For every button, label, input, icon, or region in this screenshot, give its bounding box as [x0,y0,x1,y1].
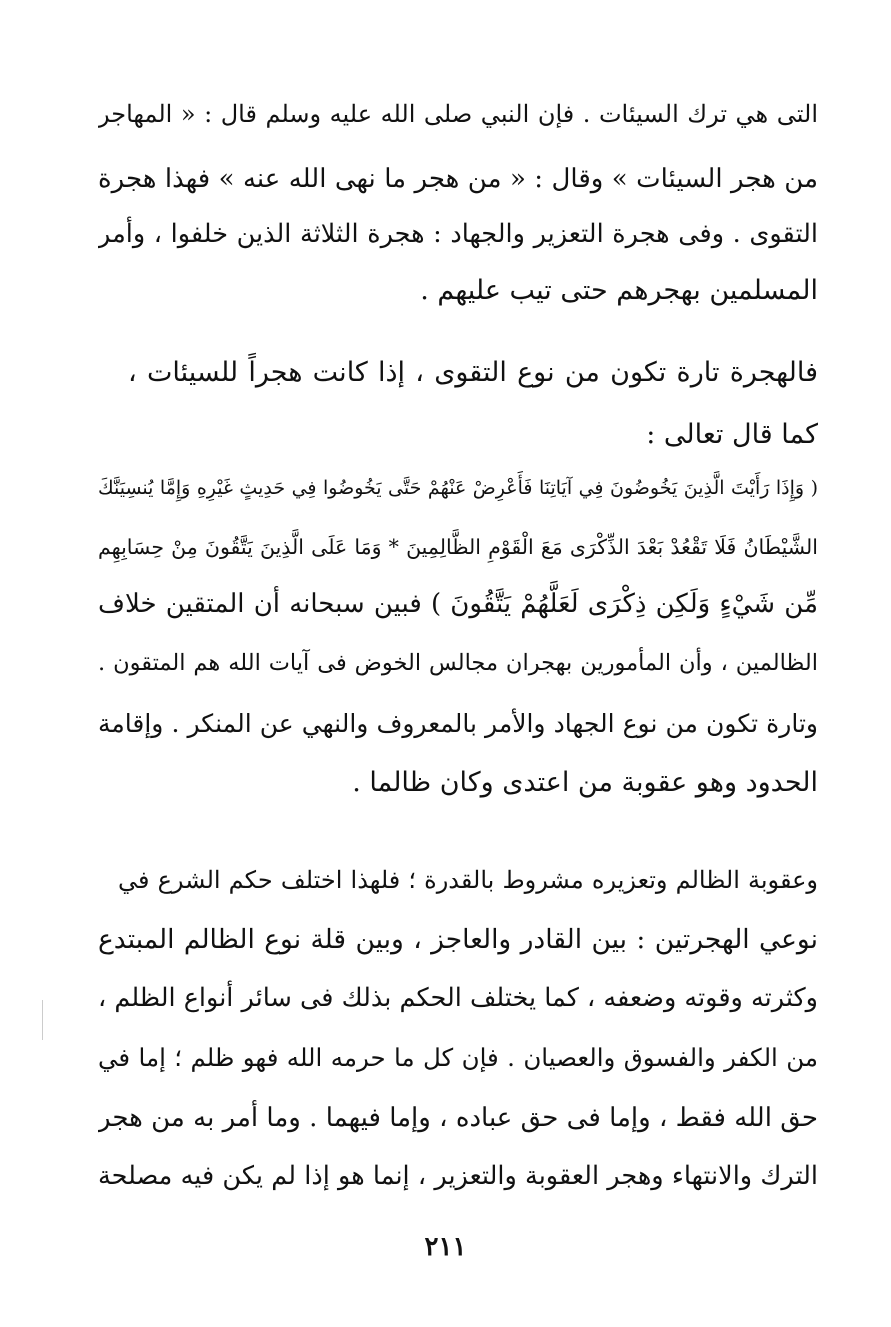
quran-verse-line: ( وَإِذَا رَأَيْتَ الَّذِينَ يَخُوضُونَ فِي آيَاتِنَا فَأَعْرِضْ عَنْهُمْ حَتَّى يَخُوضُوا فِي حَدِيثٍ غَيْرِهِ وَإِمَّا يُنسِيَنَّكَ [98,477,818,499]
quran-verse-line: مِّن شَيْءٍ وَلَكِن ذِكْرَى لَعَلَّهُمْ يَتَّقُونَ ) فبين سبحانه أن المتقين خلاف [98,589,818,619]
text-line: كما قال تعالى : [646,419,818,450]
text-line: من هجر السيئات » وقال : « من هجر ما نهى الله عنه » فهذا هجرة [98,164,818,194]
text-line: فالهجرة تارة تكون من نوع التقوى ، إذا كانت هجراً للسيئات ، [128,357,818,388]
text-line: التقوى . وفى هجرة التعزير والجهاد : هجرة الثلاثة الذين خلفوا ، وأمر [98,219,818,249]
text-line: الحدود وهو عقوبة من اعتدى وكان ظالما . [352,767,818,798]
text-line: التى هي ترك السيئات . فإن النبي صلى الله عليه وسلم قال : « المهاجر [98,100,818,128]
text-line: وعقوبة الظالم وتعزيره مشروط بالقدرة ؛ فلهذا اختلف حكم الشرع في [118,866,818,894]
text-line: وتارة تكون من نوع الجهاد والأمر بالمعروف والنهي عن المنكر . وإقامة [98,709,818,738]
quran-verse-line: الشَّيْطَانُ فَلَا تَقْعُدْ بَعْدَ الذِّكْرَى مَعَ الْقَوْمِ الظَّالِمِينَ * وَمَا عَلَى الَّذِينَ يَتَّقُونَ مِنْ حِسَابِهِم [98,535,818,559]
text-line: من الكفر والفسوق والعصيان . فإن كل ما حرمه الله فهو ظلم ؛ إما في [98,1043,818,1072]
text-line: الظالمين ، وأن المأمورين بهجران مجالس الخوض فى آيات الله هم المتقون . [98,650,818,676]
scan-mark [42,1000,43,1040]
text-line: المسلمين بهجرهم حتى تيب عليهم . [420,275,818,306]
text-line: نوعي الهجرتين : بين القادر والعاجز ، وبين قلة نوع الظالم المبتدع [98,924,818,955]
text-line: الترك والانتهاء وهجر العقوبة والتعزير ، إنما هو إذا لم يكن فيه مصلحة [98,1161,818,1191]
page-number: ٢١١ [424,1232,467,1262]
text-line: حق الله فقط ، وإما فى حق عباده ، وإما فيهما . وما أمر به من هجر [98,1103,818,1133]
text-line: وكثرته وقوته وضعفه ، كما يختلف الحكم بذلك فى سائر أنواع الظلم ، [98,983,818,1013]
